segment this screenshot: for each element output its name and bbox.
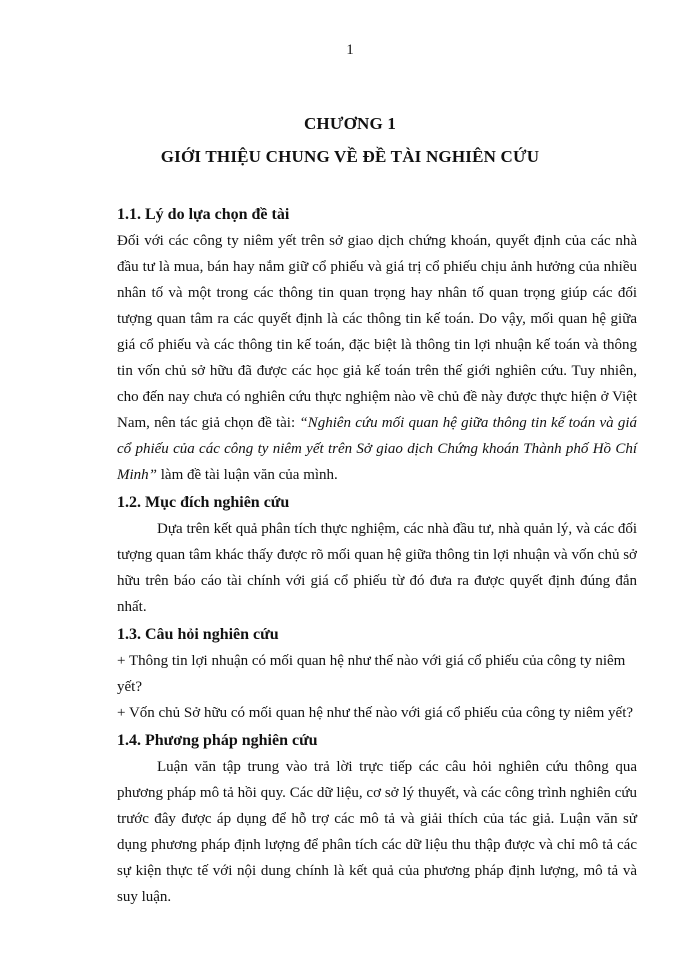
section-paragraph-1-1 [117,228,637,488]
paragraph-text-end: làm đề tài luận văn của mình. [157,467,338,483]
section-heading-1-2: 1.2. Mục đích nghiên cứu [117,494,290,511]
page-number: 1 [346,42,354,58]
section-heading-1-4: 1.4. Phương pháp nghiên cứu [117,732,318,749]
paragraph-text: Đối với các công ty niêm yết trên sở giao dịch chứng khoán, quyết định của các nhà đầu tư là mua, bán hay nắm giữ cổ phiếu và giá trị cổ phiếu chịu ảnh hưởng của nhiều nhân tố và một trong các thông tin quan trọng hay nhân tố quan trọng giúp các đối tượng quan tâm ra các quyết định là các thông tin kế toán. Do vậy, mối quan hệ giữa giá cổ phiếu và các thông tin kế toán, đặc biệt là thông tin lợi nhuận kế toán và thông tin vốn chủ sở hữu đã được các học giả kế toán trên thế giới nghiên cứu. Tuy nhiên, cho đến nay chưa có nghiên cứu thực nghiệm nào về chủ đề này được thực hiện ở Việt Nam, nên tác giả chọn đề tài: [117,233,637,431]
section-paragraph-1-4: Luận văn tập trung vào trả lời trực tiếp các câu hỏi nghiên cứu thông qua phương pháp mô tả hồi quy. Các dữ liệu, cơ sở lý thuyết, và các công trình nghiên cứu trước đây được áp dụng để hỗ trợ các mô tả và giải thích của tác giả. Luận văn sử dụng phương pháp định lượng để phân tích các dữ liệu thu thập được và chỉ mô tả các sự kiện thực tế với nội dung chính là kết quả của phương pháp định lượng, mô tả và suy luận. [117,759,637,905]
thesis-title: “Nghiên cứu mối quan hệ giữa thông tin kế toán và giá cổ phiếu của các công ty niêm yết trên Sở giao dịch Chứng khoán Thành phố Hồ Chí Minh” [117,415,638,483]
research-question-1: + Thông tin lợi nhuận có mối quan hệ như thế nào với giá cổ phiếu của công ty niêm yết? [117,653,626,695]
section-paragraph-1-2: Dựa trên kết quả phân tích thực nghiệm, các nhà đầu tư, nhà quản lý, và các đối tượng quan tâm khác thấy được rõ mối quan hệ giữa thông tin lợi nhuận và vốn chủ sở hữu trên báo cáo tài chính với giá cổ phiếu từ đó đưa ra được quyết định đúng đắn nhất. [117,521,637,615]
research-question-2: + Vốn chủ Sở hữu có mối quan hệ như thế nào với giá cổ phiếu của công ty niêm yết? [117,705,634,721]
chapter-subtitle: GIỚI THIỆU CHUNG VỀ ĐỀ TÀI NGHIÊN CỨU [160,147,540,166]
section-heading-1-1: 1.1. Lý do lựa chọn đề tài [117,206,290,223]
section-heading-1-3: 1.3. Câu hỏi nghiên cứu [117,626,279,643]
chapter-title: CHƯƠNG 1 [303,114,397,133]
document-body [117,202,637,910]
